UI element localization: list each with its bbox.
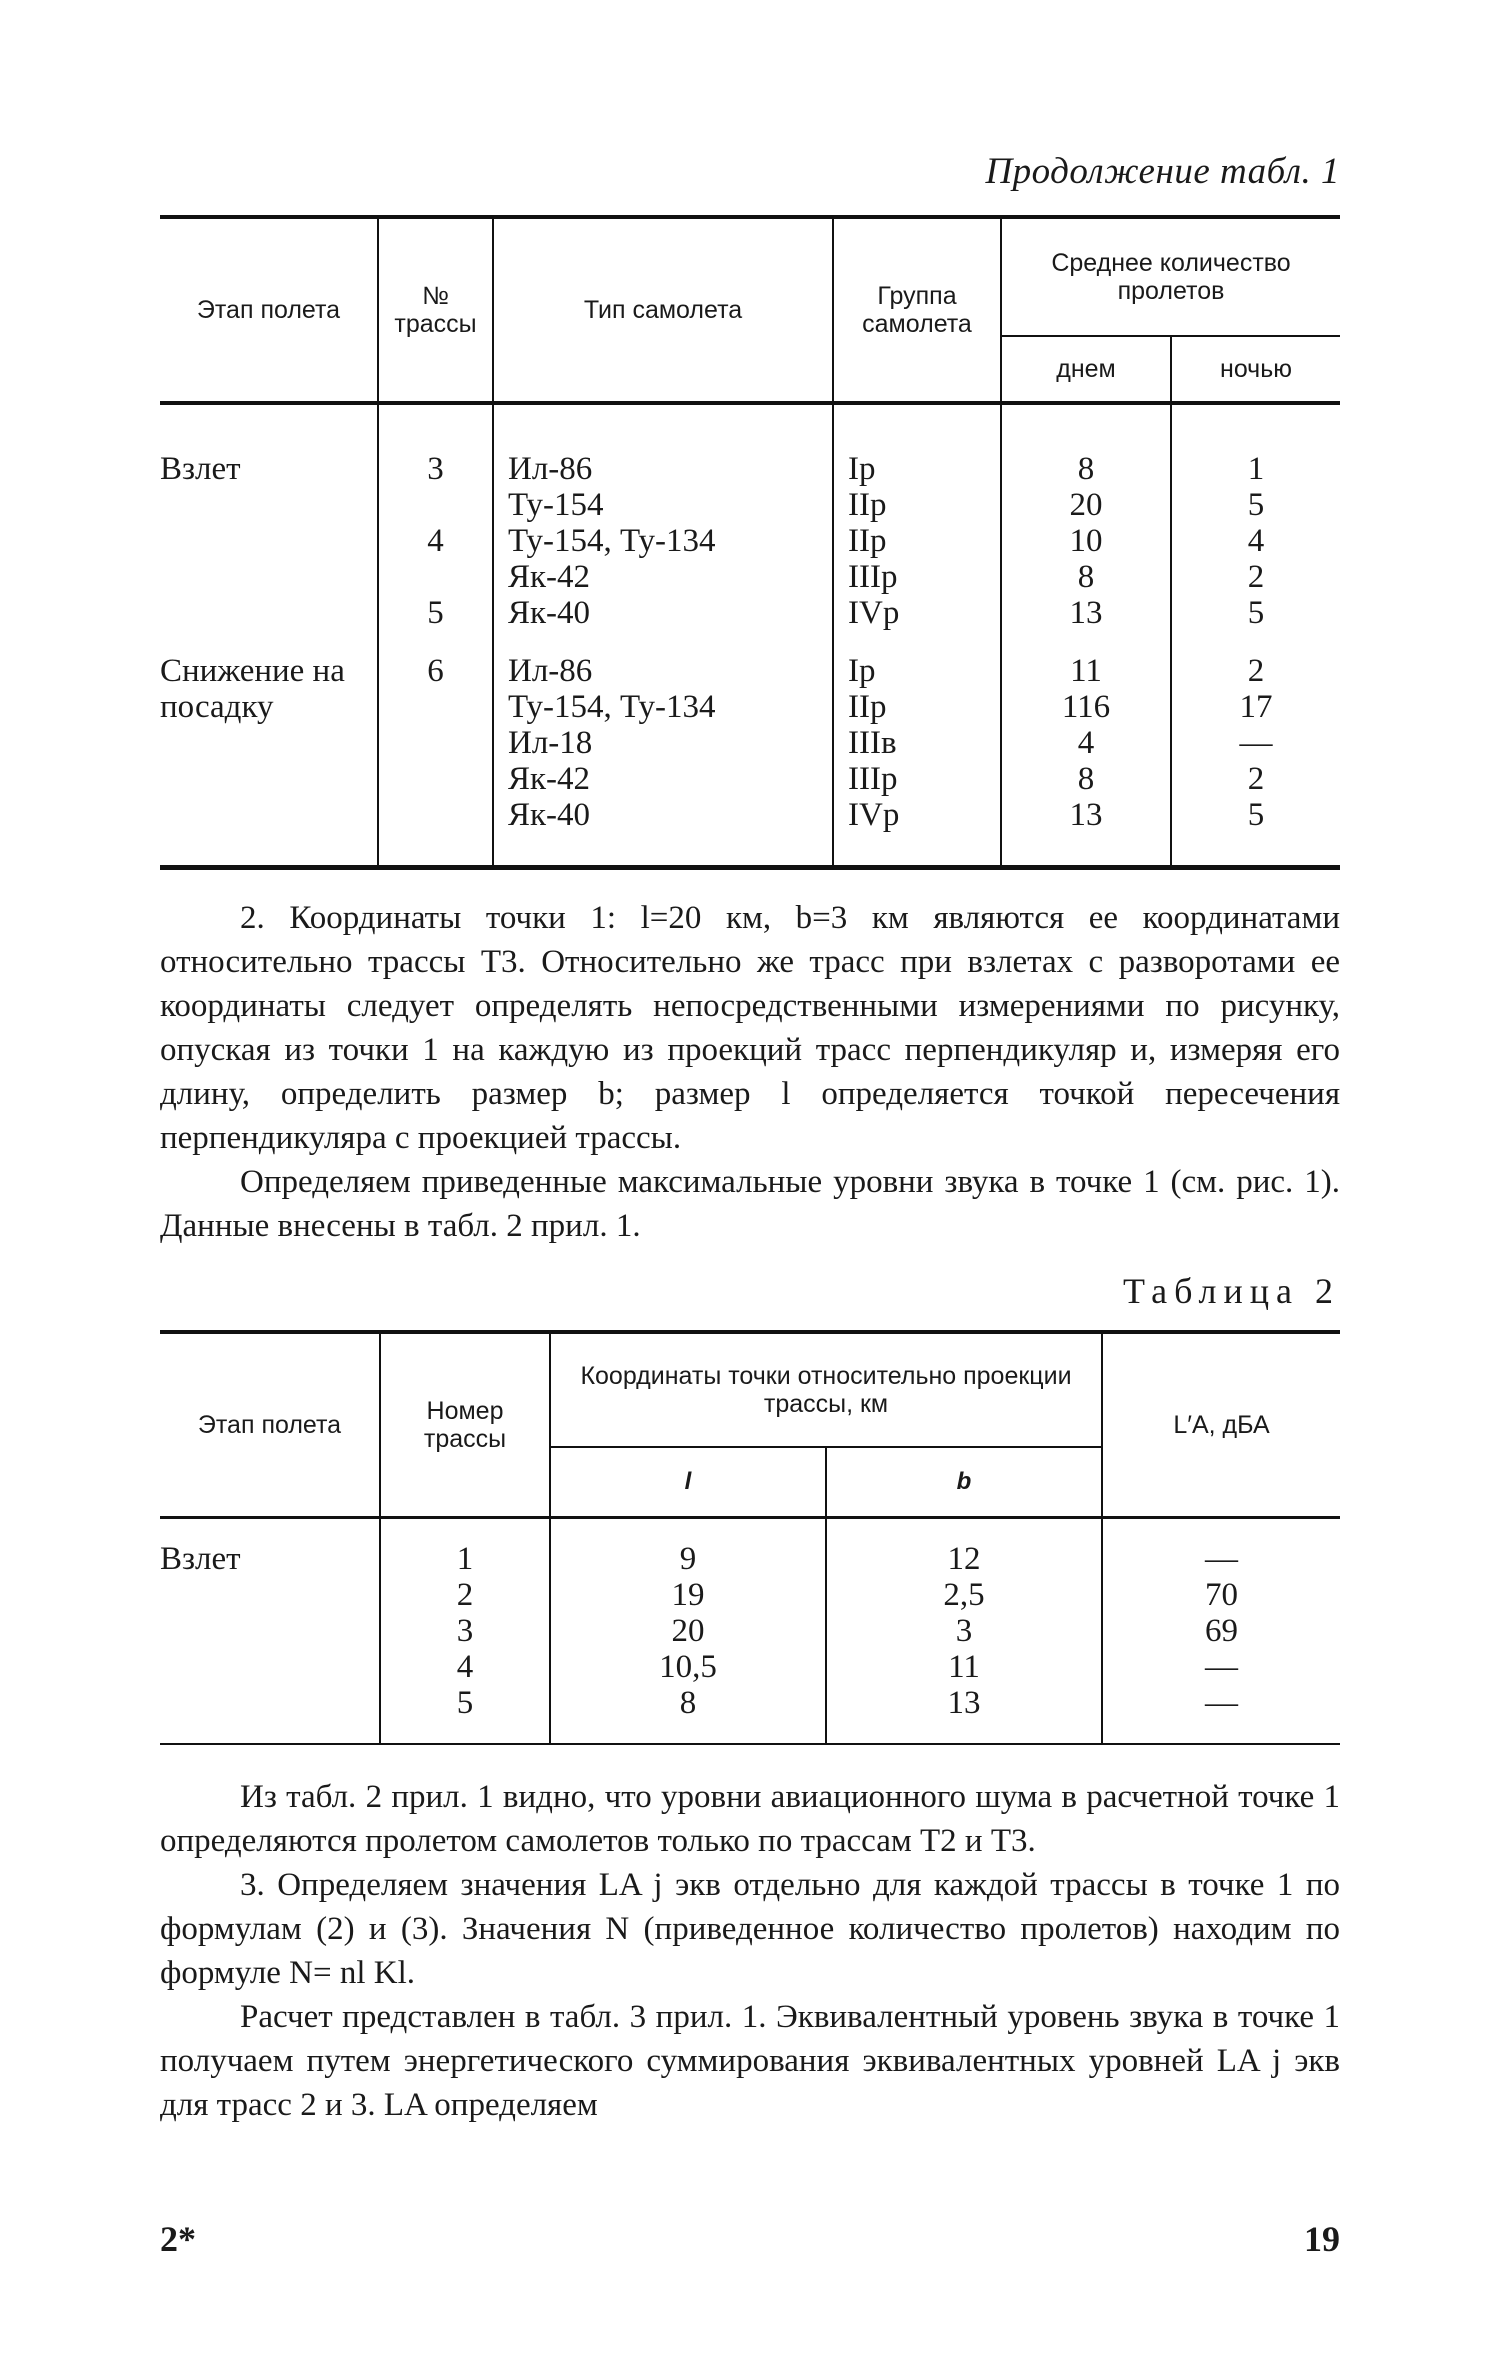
paragraph-3: 3. Определяем значения LA j экв отдельно для каждой трассы в точке 1 по формулам (2) и (3). Значения N (приведенное количество пролетов) находим по формуле N= nl Kl.: [160, 1867, 1340, 1991]
group-cell: Iр: [848, 451, 876, 487]
group-cell: IIIр: [848, 559, 898, 595]
group-cell: Iр: [848, 653, 876, 689]
table-row: [160, 451, 1340, 631]
group-cell: IIр: [848, 689, 887, 725]
day-cell: 8: [1077, 761, 1095, 797]
type-cell: Ил-86: [508, 653, 593, 689]
header-route-no: № трассы: [378, 217, 493, 403]
header-night: ночью: [1171, 336, 1340, 403]
route-cell: 3: [427, 451, 444, 487]
night-cell: 2: [1247, 761, 1265, 797]
group-cell: IIр: [848, 523, 887, 559]
header-b: b: [826, 1447, 1102, 1518]
type-cell: Як-42: [508, 761, 591, 797]
type-cell: Ту-154, Ту-134: [508, 689, 716, 725]
l-cell: 10,5: [659, 1649, 717, 1685]
table-row: [160, 653, 1340, 833]
b-cell: 11: [948, 1649, 980, 1685]
l-cell: 20: [671, 1613, 705, 1649]
header-avg-flights: Среднее количество пролетов: [1051, 249, 1291, 305]
level-cell: 70: [1205, 1577, 1239, 1613]
night-cell: 5: [1247, 797, 1265, 833]
night-cell: 17: [1239, 689, 1273, 725]
continuation-label: Продолжение табл. 1: [985, 151, 1340, 192]
header-l: l: [550, 1447, 826, 1518]
route-cell: 5: [456, 1685, 474, 1721]
day-cell: 4: [1077, 725, 1095, 761]
level-cell: —: [1205, 1685, 1239, 1721]
header-stage: Этап полета: [160, 1332, 380, 1518]
night-cell: 1: [1247, 451, 1265, 487]
type-cell: Ту-154, Ту-134: [508, 523, 716, 559]
day-cell: 116: [1061, 689, 1111, 725]
table2-caption: Таблица 2: [1123, 1271, 1340, 1311]
route-cell: 4: [456, 1649, 474, 1685]
paragraph-2: 2. Координаты точки 1: l=20 км, b=3 км являются ее координатами относительно трассы T3. Относительно же трасс при взлетах с разворотами ее координаты следует определять непосредственными измерениями по рисунку, опуская из точки 1 на каждую из проекций трасс перпендикуляр и, измеряя его длину, определить размер b; размер l определяется точкой пересечения перпендикуляра с проекцией трассы.: [160, 900, 1340, 1156]
b-cell: 3: [955, 1613, 973, 1649]
route-cell: [385, 559, 486, 595]
page: [160, 150, 1340, 2127]
stage-takeoff: Взлет: [160, 1541, 380, 1721]
route-cell: 6: [427, 653, 444, 689]
group-cell: IIр: [848, 487, 887, 523]
type-cell: Як-40: [508, 797, 591, 833]
group-cell: IIIр: [848, 761, 898, 797]
b-cell: 12: [947, 1541, 981, 1577]
route-cell: 3: [456, 1613, 474, 1649]
type-cell: Ил-86: [508, 451, 593, 487]
paragraph-levels: Определяем приведенные максимальные уровни звука в точке 1 (см. рис. 1). Данные внесены в табл. 2 прил. 1.: [160, 1164, 1340, 1244]
type-cell: Ту-154: [508, 487, 604, 523]
night-cell: 5: [1247, 595, 1265, 631]
day-cell: 8: [1077, 559, 1095, 595]
flights-table: [160, 215, 1340, 870]
day-cell: 11: [1070, 653, 1102, 689]
day-cell: 8: [1077, 451, 1095, 487]
night-cell: —: [1239, 725, 1273, 761]
header-route-number: Номер трассы: [380, 1332, 550, 1518]
paragraph-table2-conclusion: Из табл. 2 прил. 1 видно, что уровни авиационного шума в расчетной точке 1 определяются пролетом самолетов только по трассам T2 и T3.: [160, 1779, 1340, 1859]
day-cell: 13: [1069, 595, 1103, 631]
table-row: [160, 1541, 1340, 1721]
header-aircraft-type: Тип самолета: [493, 217, 833, 403]
stage-takeoff: Взлет: [160, 451, 378, 631]
group-cell: IVр: [848, 797, 900, 833]
route-cell: [385, 487, 486, 523]
page-number: 19: [1304, 2219, 1340, 2259]
stage-landing: Снижение на посадку: [160, 653, 378, 833]
night-cell: 2: [1247, 653, 1265, 689]
header-stage: Этап полета: [160, 217, 378, 403]
signature-mark: 2*: [160, 2219, 196, 2259]
day-cell: 10: [1069, 523, 1103, 559]
group-cell: IIIв: [848, 725, 897, 761]
route-cell: 1: [456, 1541, 474, 1577]
type-cell: Ил-18: [508, 725, 593, 761]
b-cell: 13: [947, 1685, 981, 1721]
level-cell: —: [1205, 1541, 1239, 1577]
route-cell: 2: [456, 1577, 474, 1613]
type-cell: Як-42: [508, 559, 591, 595]
route-cell: 4: [427, 523, 444, 559]
night-cell: 5: [1247, 487, 1265, 523]
day-cell: 20: [1069, 487, 1103, 523]
paragraph-calculation: Расчет представлен в табл. 3 прил. 1. Эквивалентный уровень звука в точке 1 получаем путем энергетического суммирования эквивалентных уровней LA j экв для трасс 2 и 3. LA определяем: [160, 1999, 1340, 2123]
coordinates-table: [160, 1330, 1340, 1745]
l-cell: 9: [679, 1541, 697, 1577]
l-cell: 8: [679, 1685, 697, 1721]
header-day: днем: [1001, 336, 1171, 403]
l-cell: 19: [671, 1577, 705, 1613]
night-cell: 2: [1247, 559, 1265, 595]
level-cell: —: [1205, 1649, 1239, 1685]
day-cell: 13: [1069, 797, 1103, 833]
b-cell: 2,5: [943, 1577, 985, 1613]
header-aircraft-group: Группа самолета: [833, 217, 1001, 403]
night-cell: 4: [1247, 523, 1265, 559]
header-sound-level: L′A, дБА: [1173, 1411, 1270, 1439]
group-cell: IVр: [848, 595, 900, 631]
level-cell: 69: [1205, 1613, 1239, 1649]
route-cell: 5: [427, 595, 444, 631]
type-cell: Як-40: [508, 595, 591, 631]
header-coordinates: Координаты точки относительно проекции трассы, км: [550, 1332, 1102, 1447]
